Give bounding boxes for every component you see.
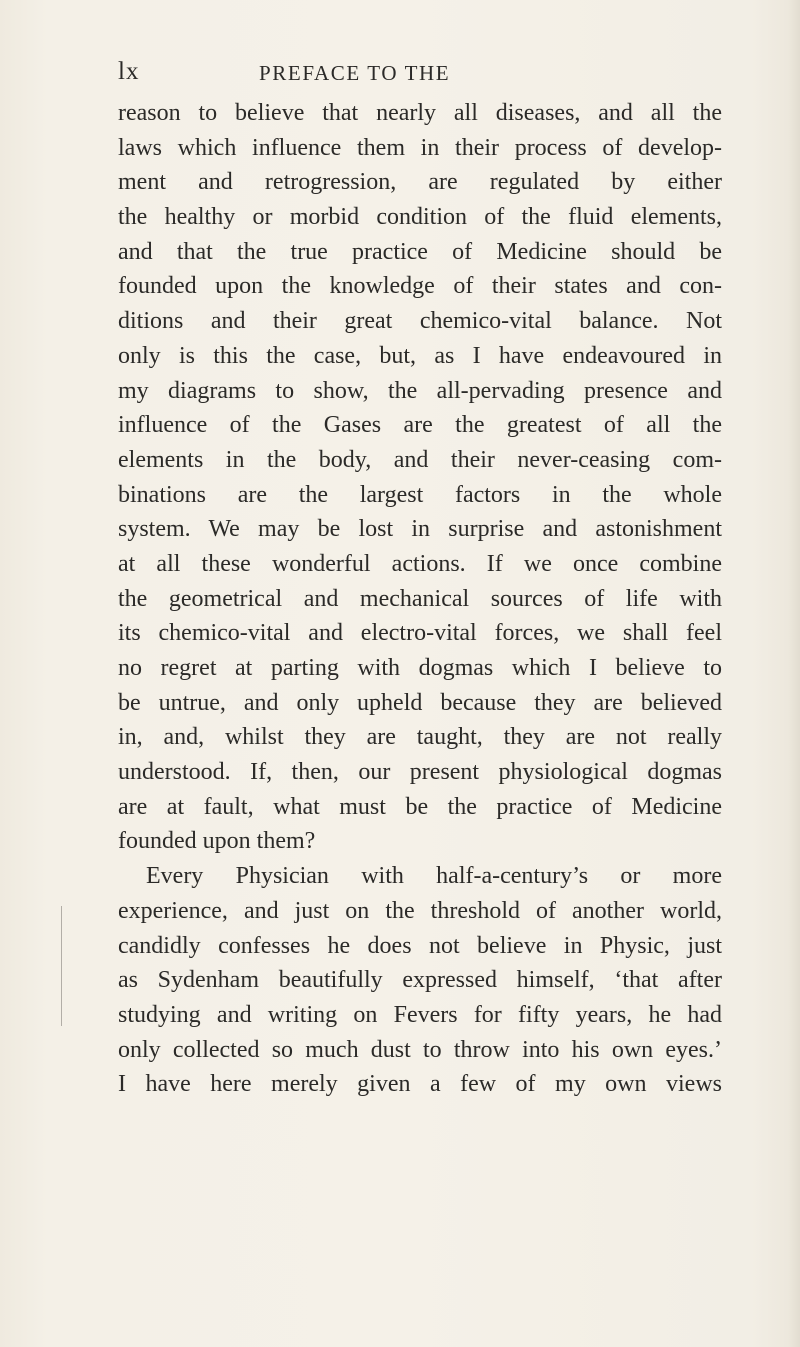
text-line: I have here merely given a few of my own views [118,1071,722,1098]
text-line: as Sydenham beautifully expressed himself, ‘that after [118,967,722,994]
text-line: its chemico-vital and electro-vital forces, we shall feel [118,620,722,647]
margin-mark [61,906,70,1026]
text-line: candidly confesses he does not believe in Physic, just [118,932,722,959]
text-line: ment and retrogression, are regulated by either [118,169,722,196]
text-line: at all these wonderful actions. If we once combine [118,550,722,577]
paragraph-end-line: founded upon them? [118,828,316,855]
text-line: only is this the case, but, as I have endeavoured in [118,342,722,369]
text-line: in, and, whilst they are taught, they are not really [118,724,722,751]
text-line: reason to believe that nearly all diseases, and all the [118,100,722,126]
text-line: laws which influence them in their process of develop- [118,134,722,161]
text-line: only collected so much dust to throw into his own eyes.’ [118,1036,722,1063]
text-line: my diagrams to show, the all-pervading presence and [118,377,722,404]
text-line: the healthy or morbid condition of the fluid elements, [118,204,722,231]
body-text [118,96,722,1102]
page-edge-shadow [788,0,800,1347]
text-line: and that the true practice of Medicine should be [118,238,722,265]
running-title: PREFACE TO THE [259,61,451,85]
text-line: understood. If, then, our present physiological dogmas [118,759,722,786]
text-line: founded upon the knowledge of their states and con- [118,273,722,300]
text-line: experience, and just on the threshold of another world, [118,897,722,924]
text-line: ditions and their great chemico-vital balance. Not [118,308,722,335]
text-line: influence of the Gases are the greatest of all the [118,412,722,439]
text-line: are at fault, what must be the practice of Medicine [118,793,722,820]
text-line: binations are the largest factors in the whole [118,481,722,508]
text-line: studying and writing on Fevers for fifty years, he had [118,1001,722,1028]
text-line: be untrue, and only upheld because they are believed [118,689,722,716]
text-line: elements in the body, and their never-ceasing com- [118,446,722,473]
text-line: the geometrical and mechanical sources of life with [118,585,722,612]
text-line: system. We may be lost in surprise and astonishment [118,516,722,543]
running-head [118,58,718,90]
page-number: lx [118,58,140,85]
paragraph-start-line: Every Physician with half-a-century’s or more [146,863,722,890]
text-line: no regret at parting with dogmas which I believe to [118,655,722,681]
